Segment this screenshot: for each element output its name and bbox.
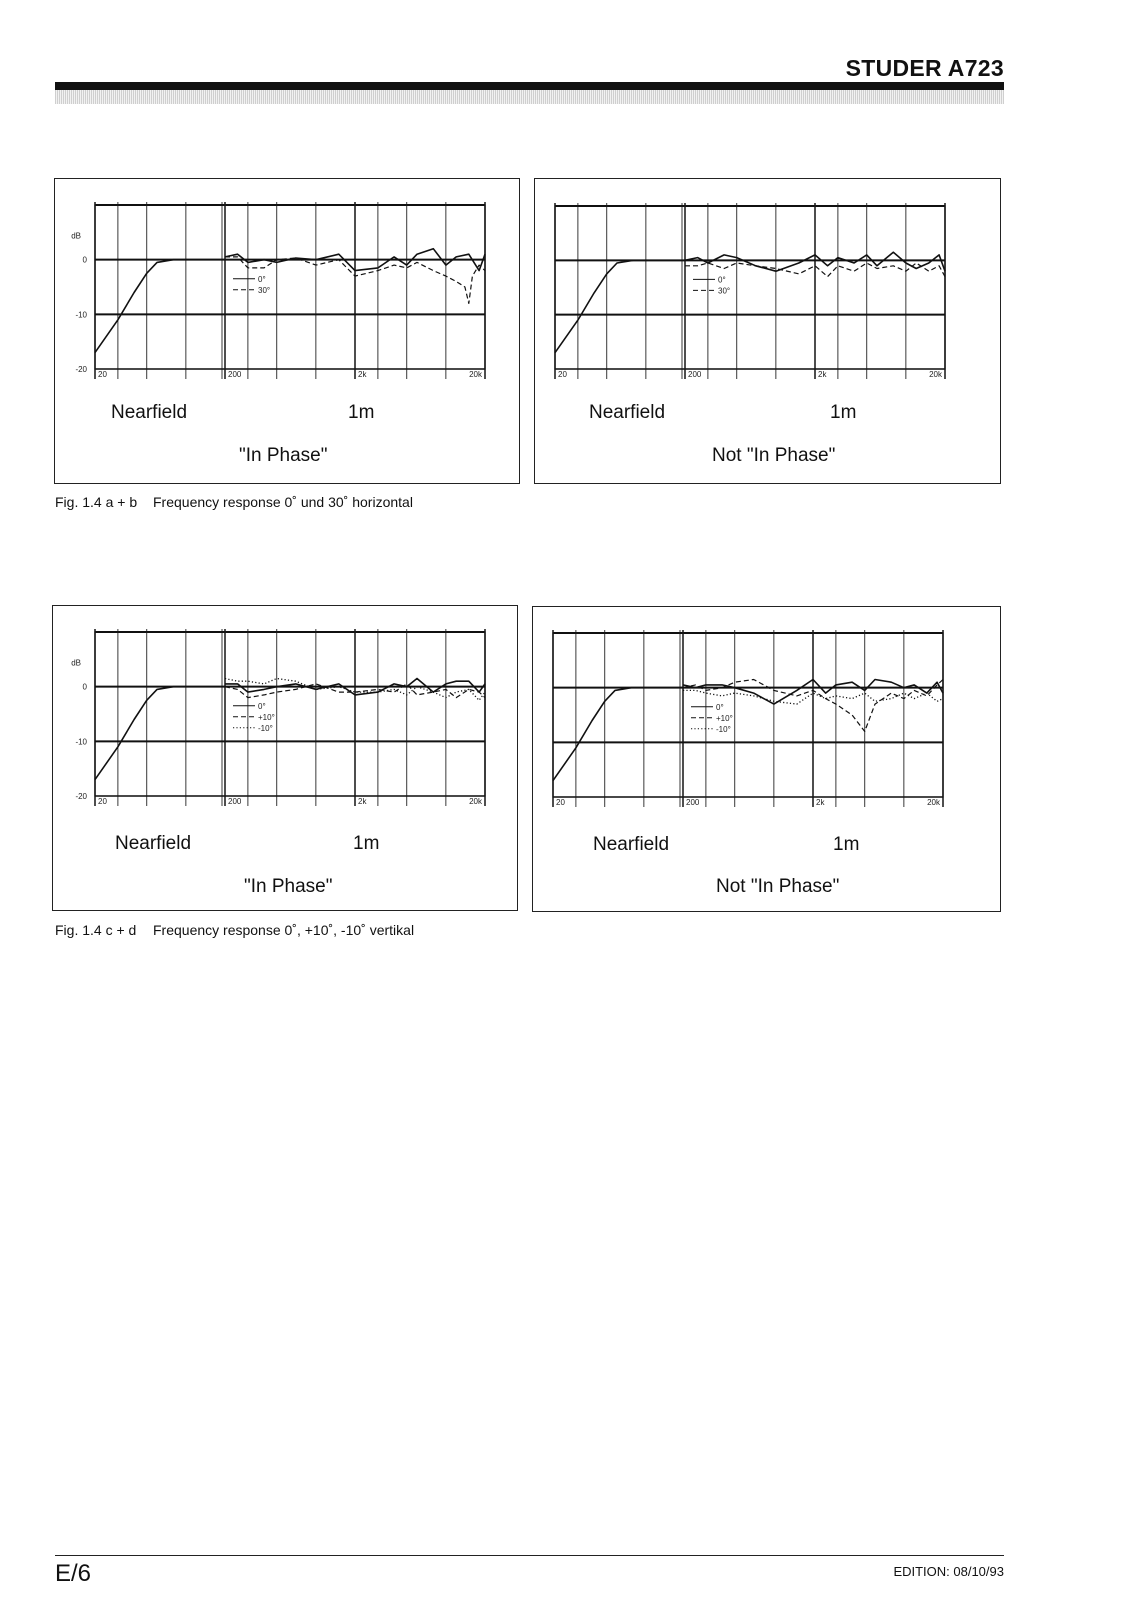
label-phase: Not "In Phase" xyxy=(712,445,836,466)
plot-frame xyxy=(555,206,945,369)
x-tick-label: 20 xyxy=(556,798,565,807)
legend-label: -10° xyxy=(258,723,273,733)
series-line-solid xyxy=(555,260,685,352)
legend-label: -10° xyxy=(716,724,731,734)
y-tick-label: 0 xyxy=(82,255,87,265)
label-distance: 1m xyxy=(833,834,860,855)
y-tick-label: -20 xyxy=(75,365,87,374)
figure-caption-1-4ab xyxy=(55,494,413,510)
legend-label: 30° xyxy=(258,285,271,295)
frequency-response-chart-1-4d xyxy=(533,607,1000,911)
x-tick-label: 2k xyxy=(358,370,367,379)
label-phase: "In Phase" xyxy=(239,445,328,466)
frequency-response-chart-1-4c xyxy=(53,606,517,910)
label-nearfield: Nearfield xyxy=(111,402,188,423)
legend-label: 0° xyxy=(716,702,724,712)
legend-label: 0° xyxy=(258,701,266,711)
x-tick-label: 200 xyxy=(228,370,242,379)
x-tick-label: 20 xyxy=(558,370,567,379)
x-tick-label: 200 xyxy=(228,797,242,806)
x-tick-label: 20 xyxy=(98,797,107,806)
page-number: E/6 xyxy=(55,1560,92,1587)
label-nearfield: Nearfield xyxy=(589,402,666,423)
frequency-response-chart-1-4a xyxy=(55,179,519,483)
caption-figure-id: Fig. 1.4 a + b xyxy=(55,494,138,510)
y-axis-label: dB xyxy=(71,658,81,668)
x-tick-label: 2k xyxy=(818,370,827,379)
x-tick-label: 20 xyxy=(98,370,107,379)
legend-label: +10° xyxy=(258,712,275,722)
caption-text: Frequency response 0˚ und 30˚ horizontal xyxy=(153,494,413,510)
panel-fig-1-4a xyxy=(54,178,520,484)
x-tick-label: 20k xyxy=(469,797,482,806)
label-phase: Not "In Phase" xyxy=(716,876,840,897)
legend-label: 30° xyxy=(718,286,731,296)
x-tick-label: 2k xyxy=(358,797,367,806)
x-tick-label: 20k xyxy=(469,370,482,379)
series-line-solid xyxy=(95,687,225,780)
series-line-solid xyxy=(95,260,225,353)
caption-figure-id: Fig. 1.4 c + d xyxy=(55,922,137,938)
document-title: STUDER A723 xyxy=(845,55,1004,81)
plot-frame xyxy=(553,633,943,797)
series-line-solid xyxy=(553,688,683,781)
figure-caption-1-4cd xyxy=(55,922,414,938)
panel-fig-1-4d xyxy=(532,606,1001,912)
x-tick-label: 200 xyxy=(688,370,702,379)
label-nearfield: Nearfield xyxy=(593,834,670,855)
label-phase: "In Phase" xyxy=(244,876,333,897)
edition-date: EDITION: 08/10/93 xyxy=(893,1564,1004,1579)
plot-frame xyxy=(95,205,485,369)
footer-rule xyxy=(55,1555,1004,1556)
header-shade-band xyxy=(55,90,1004,104)
plot-frame xyxy=(95,632,485,796)
legend-label: +10° xyxy=(716,713,733,723)
label-nearfield: Nearfield xyxy=(115,833,192,854)
x-tick-label: 200 xyxy=(686,798,700,807)
x-tick-label: 20k xyxy=(929,370,942,379)
y-tick-label: -10 xyxy=(75,310,87,320)
y-axis-label: dB xyxy=(71,231,81,241)
frequency-response-chart-1-4b xyxy=(535,179,1000,483)
x-tick-label: 20k xyxy=(927,798,940,807)
panel-fig-1-4c xyxy=(52,605,518,911)
caption-text: Frequency response 0˚, +10˚, -10˚ vertikal xyxy=(153,922,415,938)
x-tick-label: 2k xyxy=(816,798,825,807)
y-tick-label: 0 xyxy=(82,682,87,692)
label-distance: 1m xyxy=(348,402,375,423)
y-tick-label: -20 xyxy=(75,792,87,801)
label-distance: 1m xyxy=(353,833,380,854)
y-tick-label: -10 xyxy=(75,737,87,747)
legend-label: 0° xyxy=(258,274,266,284)
legend-label: 0° xyxy=(718,275,726,285)
label-distance: 1m xyxy=(830,402,857,423)
panel-fig-1-4b xyxy=(534,178,1001,484)
header-rule xyxy=(55,82,1004,90)
